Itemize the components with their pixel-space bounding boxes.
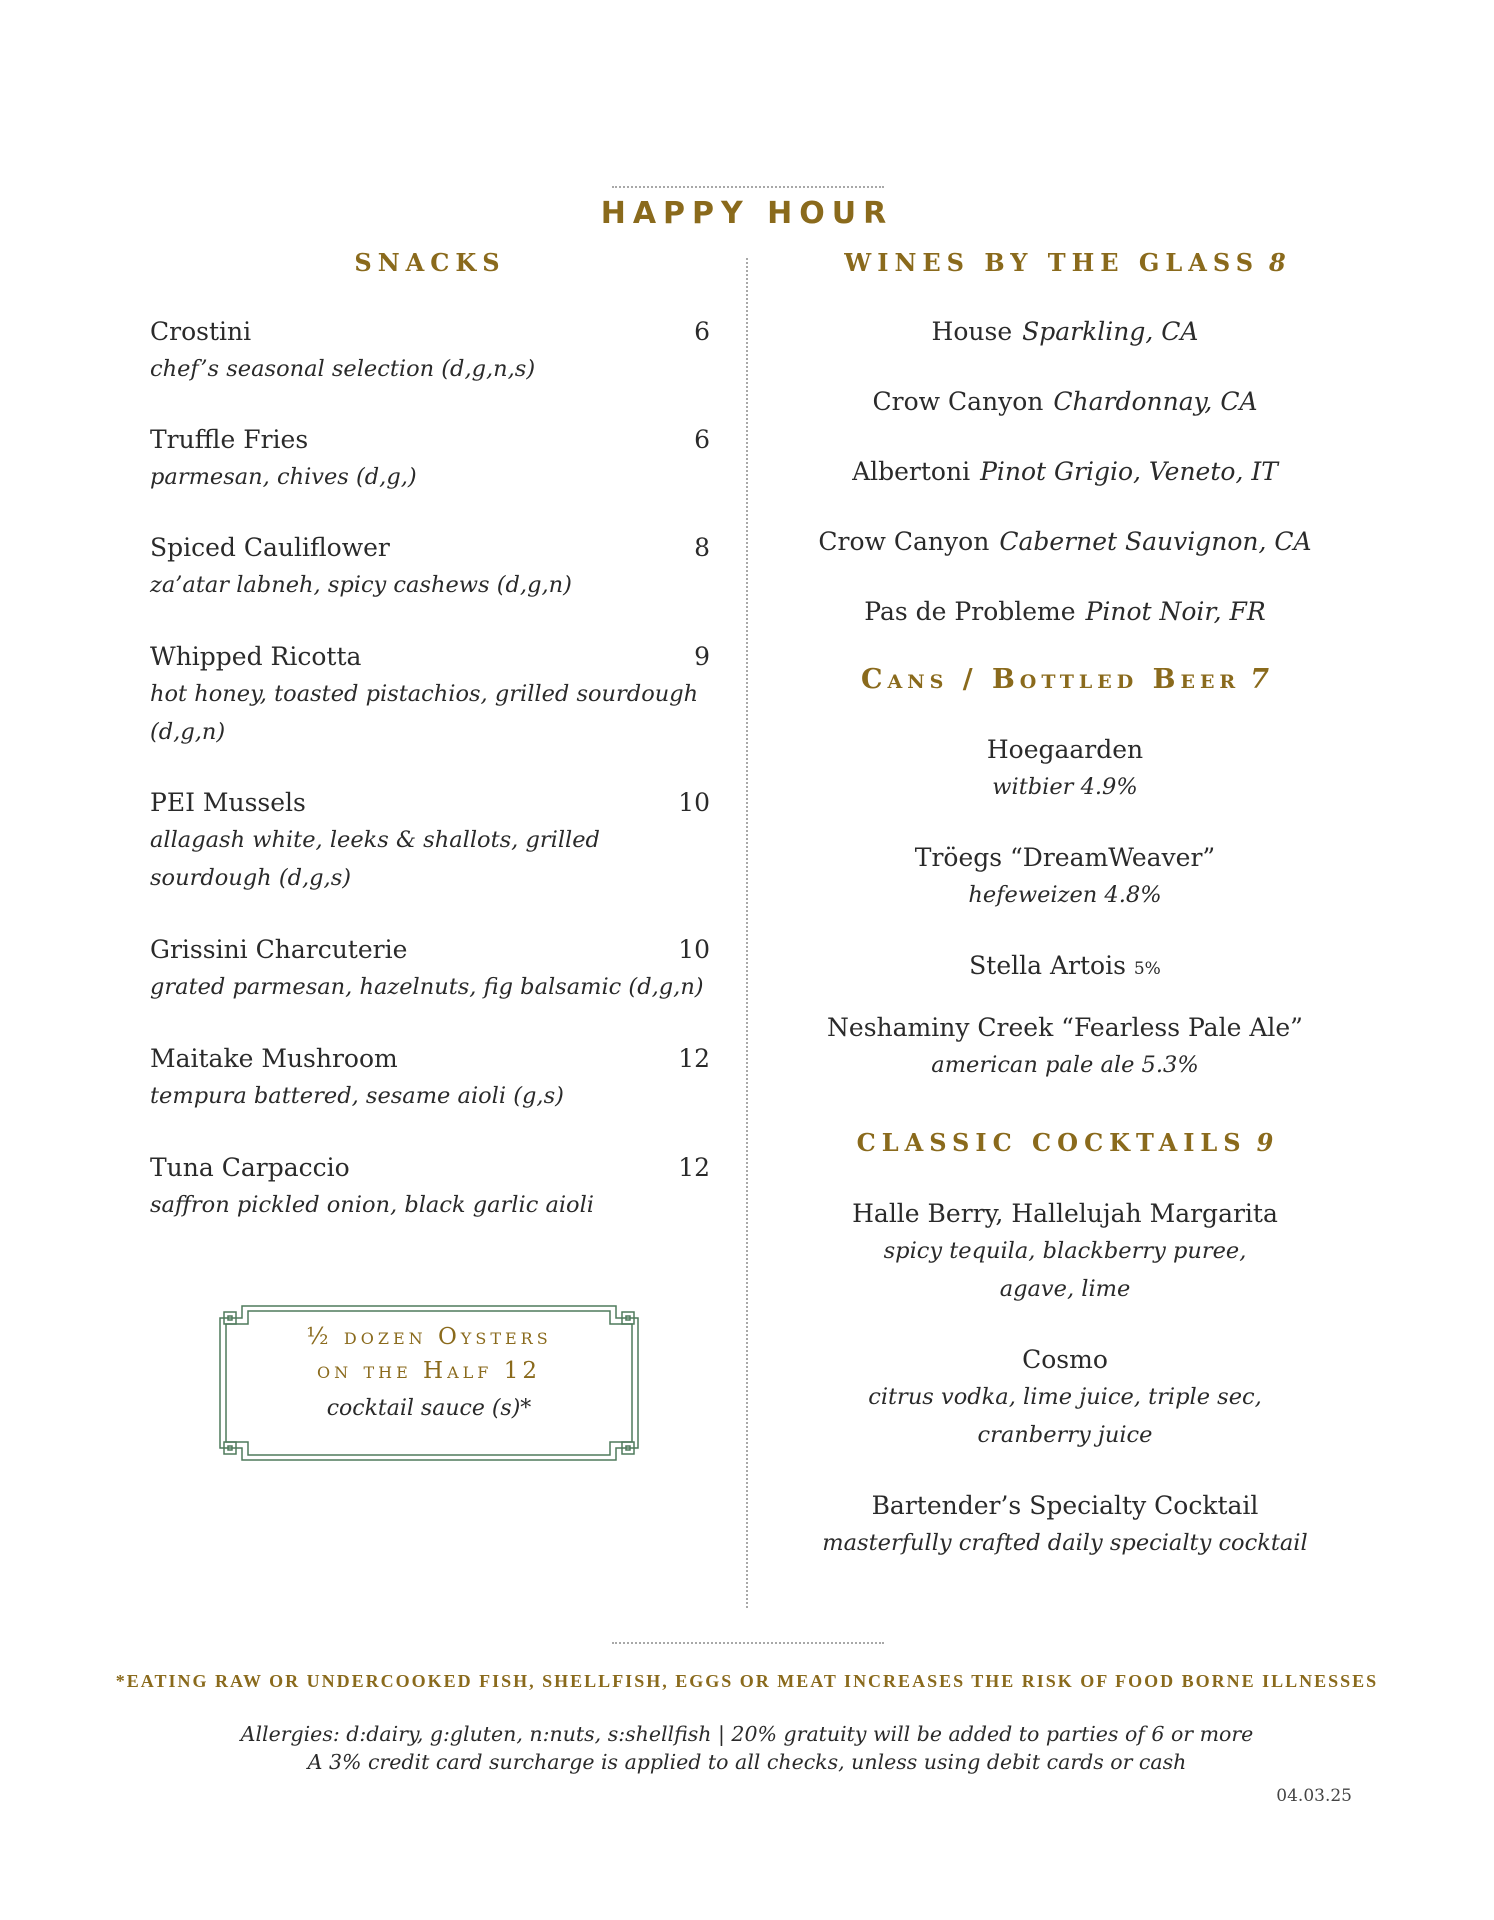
wines-price: 8: [1269, 248, 1286, 277]
bottom-divider: [612, 1642, 884, 1644]
item-price: 6: [694, 317, 710, 346]
item-price: 9: [694, 642, 710, 671]
menu-item: [150, 422, 710, 496]
wine-producer: House: [931, 317, 1013, 346]
menu-item: [150, 1150, 710, 1224]
wine-producer: Crow Canyon: [872, 387, 1044, 416]
wines-heading-text: WINES BY THE GLASS: [844, 248, 1260, 277]
wine-item: [790, 524, 1340, 560]
top-divider: [612, 186, 884, 188]
item-description: saffron pickled onion, black garlic aioli: [150, 1192, 594, 1218]
item-description: hot honey, toasted pistachios, grilled sourdough (d,g,n): [150, 681, 699, 745]
menu-item: [150, 530, 710, 604]
item-name: Grissini Charcuterie: [150, 935, 408, 964]
surcharge-note: A 3% credit card surcharge is applied to all checks, unless using debit cards or cash: [307, 1750, 1187, 1774]
wine-item: [790, 594, 1340, 630]
food-safety-warning: *EATING RAW OR UNDERCOOKED FISH, SHELLFISH, EGGS OR MEAT INCREASES THE RISK OF FOOD BORNE ILLNESSES: [115, 1671, 1379, 1691]
beer-abv: 5%: [1133, 959, 1161, 979]
wine-style: Pinot Noir, FR: [1085, 597, 1266, 626]
oyster-price-line: on the Half 12: [317, 1358, 541, 1384]
wines-heading: [790, 248, 1340, 277]
wine-producer: Pas de Probleme: [864, 597, 1076, 626]
wine-item: [790, 454, 1340, 490]
item-name: Truffle Fries: [150, 425, 309, 454]
cocktail-item: [770, 1488, 1360, 1562]
beer-item: [790, 1010, 1340, 1084]
cocktail-name: Halle Berry, Hallelujah Margarita: [852, 1199, 1278, 1228]
menu-item: [150, 1041, 710, 1115]
beer-heading-text: Cans / Bottled Beer: [860, 664, 1241, 695]
item-description: za’atar labneh, spicy cashews (d,g,n): [150, 572, 572, 598]
item-price: 10: [678, 935, 710, 964]
item-name: Tuna Carpaccio: [150, 1153, 350, 1182]
item-description: tempura battered, sesame aioli (g,s): [150, 1083, 564, 1109]
cocktail-description: cranberry juice: [977, 1422, 1153, 1448]
wine-style: Pinot Grigio, Veneto, IT: [980, 457, 1278, 486]
wine-style: Chardonnay, CA: [1053, 387, 1258, 416]
beer-name: Neshaminy Creek “Fearless Pale Ale”: [827, 1013, 1303, 1042]
item-description: chef’s seasonal selection (d,g,n,s): [150, 356, 536, 382]
beer-item: [790, 732, 1340, 806]
menu-item: [150, 639, 710, 751]
oyster-title: ½ dozen Oysters: [306, 1324, 552, 1350]
menu-item: [150, 932, 710, 1006]
item-description: allagash white, leeks & shallots, grilled sourdough (d,g,s): [150, 827, 600, 891]
beer-description: american pale ale 5.3%: [931, 1052, 1199, 1078]
column-divider: [746, 258, 748, 1608]
page-title: HAPPY HOUR: [600, 196, 894, 231]
cocktail-item: [790, 1342, 1340, 1454]
item-name: Crostini: [150, 317, 252, 346]
oyster-feature-box: [218, 1304, 640, 1462]
cocktails-heading-text: CLASSIC COCKTAILS: [856, 1128, 1247, 1157]
beer-item: [790, 840, 1340, 914]
item-name: Maitake Mushroom: [150, 1044, 398, 1073]
item-price: 10: [678, 788, 710, 817]
cocktail-description: citrus vodka, lime juice, triple sec,: [868, 1384, 1262, 1410]
allergies-note: Allergies: d:dairy, g:gluten, n:nuts, s:shellfish | 20% gratuity will be added to parties of 6 or more: [240, 1722, 1254, 1746]
beer-heading: [790, 664, 1340, 695]
menu-item: [150, 785, 710, 897]
cocktails-price: 9: [1256, 1128, 1274, 1157]
wine-producer: Crow Canyon: [818, 527, 990, 556]
item-name: Whipped Ricotta: [150, 642, 362, 671]
snacks-heading: [150, 248, 710, 277]
item-name: Spiced Cauliflower: [150, 533, 390, 562]
beer-name: Hoegaarden: [986, 735, 1144, 764]
item-price: 8: [694, 533, 710, 562]
wine-producer: Albertoni: [852, 457, 971, 486]
item-price: 12: [678, 1044, 710, 1073]
wine-item: [790, 314, 1340, 350]
cocktail-description: masterfully crafted daily specialty cocktail: [822, 1530, 1308, 1556]
cocktails-heading: [790, 1128, 1340, 1157]
item-description: grated parmesan, hazelnuts, fig balsamic (d,g,n): [150, 974, 704, 1000]
snacks-heading-text: SNACKS: [354, 248, 506, 277]
beer-item: [790, 948, 1340, 987]
wine-item: [790, 384, 1340, 420]
cocktail-name: Bartender’s Specialty Cocktail: [871, 1491, 1259, 1520]
cocktail-name: Cosmo: [1022, 1345, 1108, 1374]
cocktail-description: agave, lime: [999, 1276, 1131, 1302]
beer-description: hefeweizen 4.8%: [968, 882, 1162, 908]
item-name: PEI Mussels: [150, 788, 306, 817]
item-description: parmesan, chives (d,g,): [150, 464, 417, 490]
beer-name: [790, 948, 1340, 987]
item-price: 12: [678, 1153, 710, 1182]
menu-item: [150, 314, 710, 388]
beer-name: Tröegs “DreamWeaver”: [914, 843, 1216, 872]
beer-description: witbier 4.9%: [992, 774, 1138, 800]
beer-price: 7: [1250, 664, 1270, 695]
beer-name-text: Stella Artois: [969, 951, 1126, 980]
menu-date: 04.03.25: [1276, 1786, 1352, 1806]
cocktail-item: [790, 1196, 1340, 1308]
wine-style: Cabernet Sauvignon, CA: [999, 527, 1312, 556]
wine-style: Sparkling, CA: [1022, 317, 1199, 346]
item-price: 6: [694, 425, 710, 454]
cocktail-description: spicy tequila, blackberry puree,: [883, 1238, 1247, 1264]
oyster-description: cocktail sauce (s)*: [326, 1396, 532, 1421]
